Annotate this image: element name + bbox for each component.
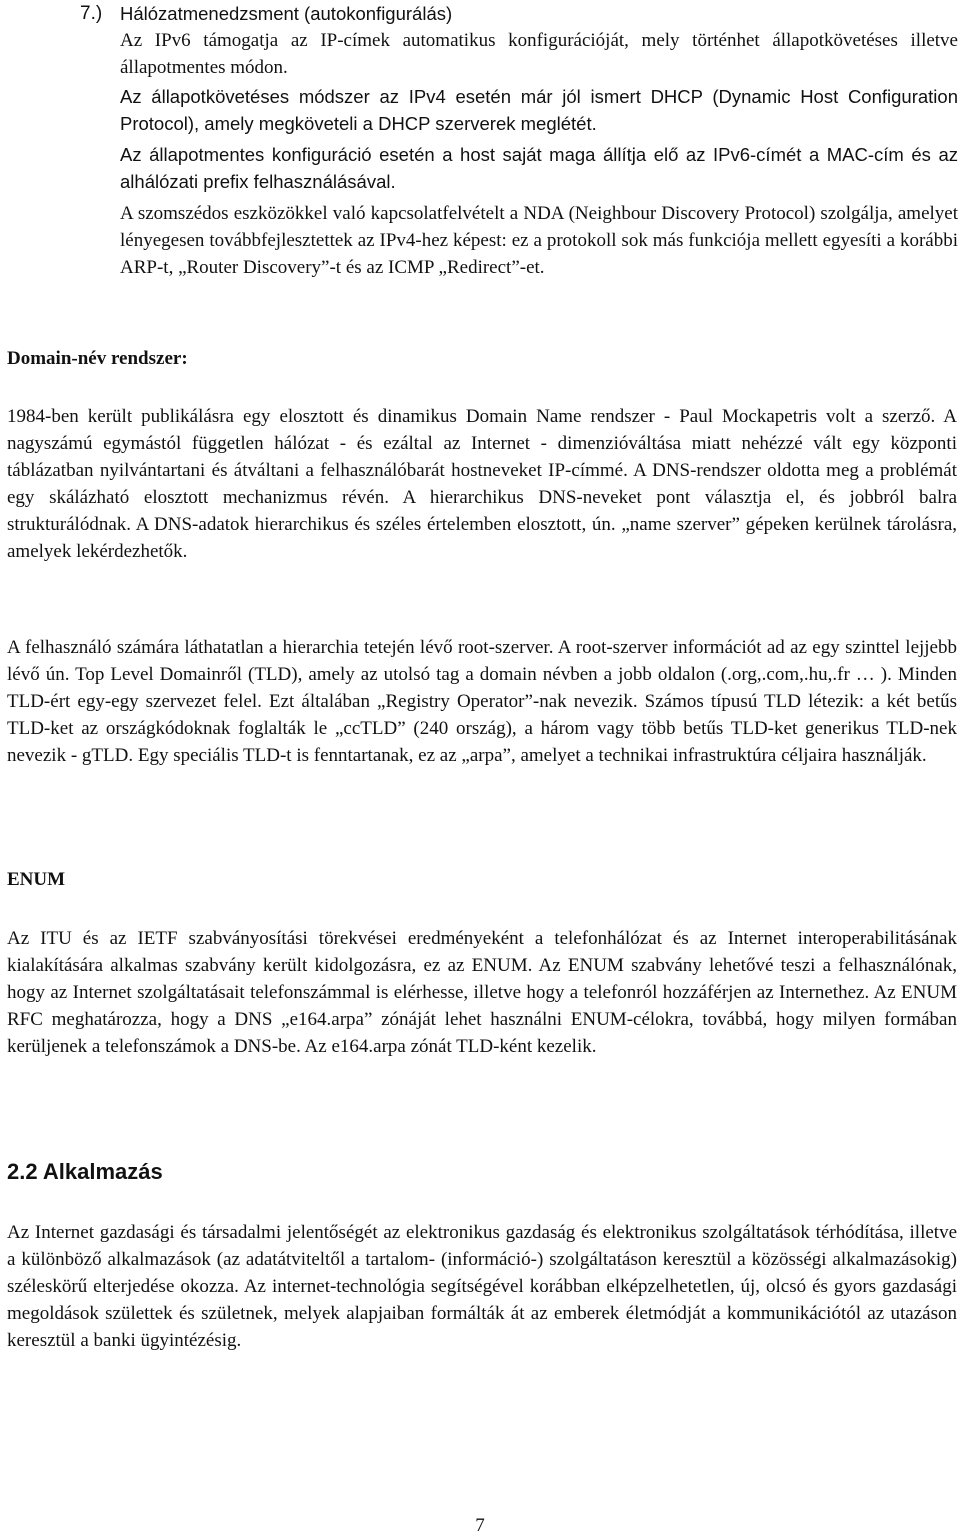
list-item-title: Hálózatmenedzsment (autokonfigurálás): [120, 3, 453, 24]
list-item-paragraph: Az IPv6 támogatja az IP-címek automatikus konfigurációját, mely történhet állapotkövetéses illetve állapotmentes módon.: [120, 30, 958, 78]
list-item-paragraph: A szomszédos eszközökkel való kapcsolatfelvételt a NDA (Neighbour Discovery Protocol) szolgálja, amelyet lényegesen továbbfejlesztettek az IPv4-hez képest: ez a protokoll sok más funkciója mellett egyesíti a korábbi ARP-t, „Router Discovery”-t és az ICMP „Redirect”-et.: [120, 203, 958, 278]
page-number: 7: [475, 1515, 485, 1536]
body-paragraph: Az Internet gazdasági és társadalmi jelentőségét az elektronikus gazdaság és elektronikus szolgáltatások térhódítása, illetve a különböző alkalmazások (az adatátviteltől a tartalom- (információ-) szolgáltatáson keresztül a közösségi alkalmazásokig) széleskörű elterjedése okozza. Az internet-technológia segítségével korábban elképzelhetetlen, új, olcsó és gyors gazdasági megoldások születtek és születnek, melyek alapjaiban formálták át az emberek életmódját a kommunikációtól az utazáson keresztül a banki ügyintézésig.: [7, 1222, 957, 1351]
list-item-paragraph: Az állapotmentes konfiguráció esetén a host saját maga állítja elő az IPv6-címét a MAC-cím és az alhálózati prefix felhasználásával.: [120, 144, 958, 192]
list-item-paragraph: Az állapotkövetéses módszer az IPv4 esetén már jól ismert DHCP (Dynamic Host Configuration Protocol), amely megköveteli a DHCP szerverek meglétét.: [120, 86, 958, 134]
section-heading: ENUM: [7, 869, 66, 890]
section-heading: Domain-név rendszer:: [7, 348, 188, 369]
section-heading: 2.2 Alkalmazás: [7, 1159, 163, 1184]
list-item-number: 7.): [80, 3, 103, 24]
body-paragraph: 1984-ben került publikálásra egy elosztott és dinamikus Domain Name rendszer - Paul Mockapetris volt a szerző. A nagyszámú egymástól független hálózat - és ezáltal az Internet - dimenzióváltása miatt nehézzé vált egy központi táblázatban nyilvántartani és átváltani a felhasználóbarát hostneveket IP-címmé. A DNS-rendszer oldotta meg a problémát egy skálázható elosztott mechanizmus révén. A hierarchikus DNS-neveket pont választja el, és jobbról balra strukturálódnak. A DNS-adatok hierarchikus és széles értelemben elosztott, ún. „name szerver” gépeken kerülnek tárolásra, amelyek lekérdezhetők.: [7, 406, 957, 562]
body-paragraph: Az ITU és az IETF szabványosítási törekvései eredményeként a telefonhálózat és az Internet interoperabilitásának kialakítására alkalmas szabvány került kidolgozásra, ez az ENUM. Az ENUM szabvány lehetővé teszi a felhasználónak, hogy az Internet szolgáltatásait telefonszámmal is elérhesse, illetve hogy a telefonról hozzáférjen az Internethez. Az ENUM RFC meghatározza, hogy a DNS „e164.arpa” zónáját lehet használni ENUM-célokra, továbbá, hogy milyen formában kerüljenek a telefonszámok a DNS-be. Az e164.arpa zónát TLD-ként kezelik.: [7, 928, 957, 1057]
body-paragraph: A felhasználó számára láthatatlan a hierarchia tetején lévő root-szerver. A root-szerver információt ad az egy szinttel lejjebb lévő ún. Top Level Domainről (TLD), amely az utolsó tag a domain névben a jobb oldalon (.org,.com,.hu,.fr … ). Minden TLD-ért egy-egy szervezet felel. Ezt általában „Registry Operator”-nak nevezik. Számos típusú TLD létezik: a két betűs TLD-ket az országkódoknak foglalták le „ccTLD” (240 ország), a három vagy több betűs TLD-ket generikus TLD-nek nevezik - gTLD. Egy speciális TLD-t is fenntartanak, ez az „arpa”, amelyet a technikai infrastruktúra céljaira használják.: [7, 637, 957, 766]
